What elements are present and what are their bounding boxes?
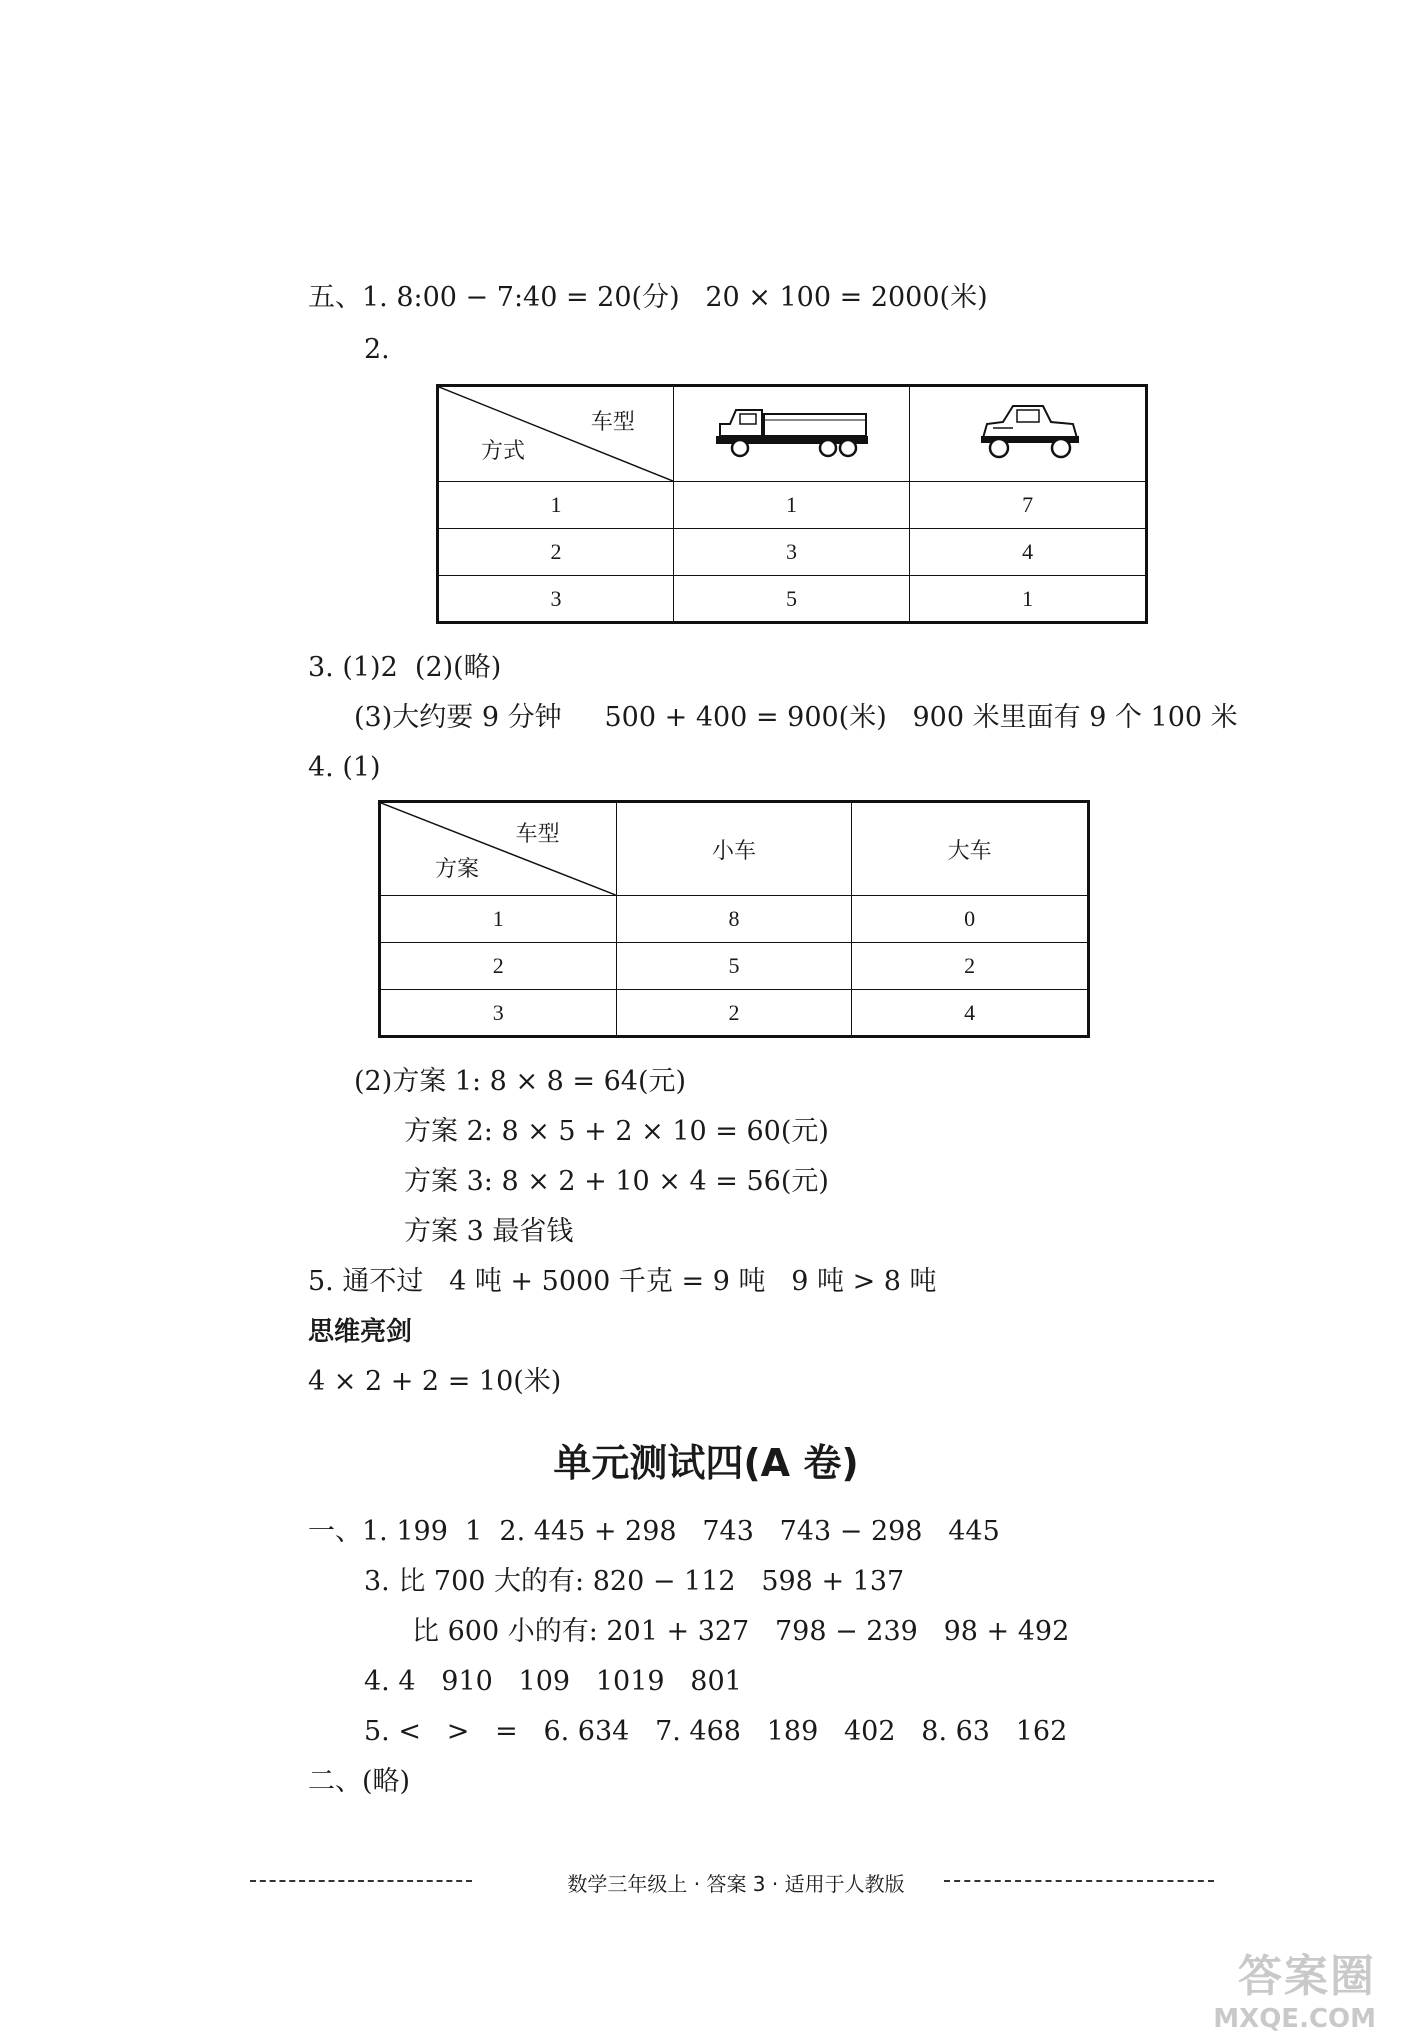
unit-test-line5: 5. < > = 6. 634 7. 468 189 402 8. 63 162: [364, 1716, 1068, 1747]
q4-2-line2: 方案 2: 8 × 5 + 2 × 10 = 60(元): [404, 1116, 829, 1147]
table2-header-top: 车型: [515, 822, 560, 847]
q4-2-line1: (2)方案 1: 8 × 8 = 64(元): [354, 1066, 687, 1097]
table1-cell: 7: [910, 482, 1147, 529]
pickup-truck-icon: [973, 398, 1083, 464]
q4-2-line3: 方案 3: 8 × 2 + 10 × 4 = 56(元): [404, 1166, 829, 1197]
table2-cell: 4: [852, 990, 1089, 1037]
table2-cell: 0: [852, 896, 1089, 943]
table2-header-bottom: 方案: [435, 857, 480, 882]
page-footer: 数学三年级上 · 答案 3 · 适用于人教版: [567, 1872, 905, 1896]
table2-cell: 5: [616, 943, 852, 990]
watermark-bottom: MXQE.COM: [1213, 2004, 1376, 2034]
table2-cell: 2: [852, 943, 1089, 990]
table1-diagonal-header: [438, 386, 674, 482]
table1-header-bottom: 方式: [481, 439, 526, 464]
table1-header-top: 车型: [590, 410, 635, 435]
vehicle-method-table: [436, 384, 1148, 624]
q5-answer: 5. 通不过 4 吨 + 5000 千克 = 9 吨 9 吨 > 8 吨: [308, 1266, 937, 1297]
watermark-logo: [1213, 1940, 1376, 2034]
table2-cell: 1: [380, 896, 617, 943]
table1-col-pickup-truck: [910, 386, 1147, 482]
thinking-heading: 思维亮剑: [308, 1317, 413, 1347]
q3-line1: 3. (1)2 (2)(略): [308, 652, 502, 683]
q4-label: 4. (1): [308, 752, 381, 783]
unit-test-line3: 比 600 小的有: 201 + 327 798 − 239 98 + 492: [412, 1616, 1070, 1647]
table2-col-small-car: 小车: [616, 802, 852, 896]
table-row: [438, 529, 1147, 576]
diagonal-line: [381, 803, 616, 895]
table2-cell: 8: [616, 896, 852, 943]
unit-test-line1: 一、1. 199 1 2. 445 + 298 743 743 − 298 445: [308, 1516, 1000, 1547]
table-row: [380, 990, 1089, 1037]
unit-test-line4: 4. 4 910 109 1019 801: [364, 1666, 742, 1697]
q5-2-label: 2.: [364, 334, 390, 365]
table-row: [438, 576, 1147, 623]
table1-cell: 3: [673, 529, 909, 576]
table1-col-long-truck: [673, 386, 909, 482]
thinking-answer: 4 × 2 + 2 = 10(米): [308, 1366, 562, 1397]
table2-diagonal-header: [380, 802, 617, 896]
q5-1-answer: 五、1. 8:00 − 7:40 = 20(分) 20 × 100 = 2000(米): [308, 282, 988, 313]
watermark-top: 答案圈: [1238, 1951, 1376, 2002]
table-row: [380, 943, 1089, 990]
table-row: [438, 482, 1147, 529]
q4-2-line4: 方案 3 最省钱: [404, 1216, 574, 1247]
table1-cell: 3: [438, 576, 674, 623]
table1-cell: 4: [910, 529, 1147, 576]
table2-cell: 2: [380, 943, 617, 990]
table2-cell: 3: [380, 990, 617, 1037]
table-row: [380, 896, 1089, 943]
table1-cell: 2: [438, 529, 674, 576]
table1-cell: 1: [438, 482, 674, 529]
table2-cell: 2: [616, 990, 852, 1037]
q3-line2: (3)大约要 9 分钟 500 + 400 = 900(米) 900 米里面有 9 个 100 米: [354, 702, 1238, 733]
table1-cell: 5: [673, 576, 909, 623]
long-truck-icon: [712, 402, 872, 460]
table1-cell: 1: [673, 482, 909, 529]
table1-cell: 1: [910, 576, 1147, 623]
unit-test-line2: 3. 比 700 大的有: 820 − 112 598 + 137: [364, 1566, 905, 1597]
table2-col-big-car: 大车: [852, 802, 1089, 896]
unit-test-line6: 二、(略): [308, 1766, 411, 1797]
plan-table: [378, 800, 1090, 1038]
unit-test-title: 单元测试四(A 卷): [553, 1441, 859, 1485]
diagonal-line: [439, 387, 673, 481]
